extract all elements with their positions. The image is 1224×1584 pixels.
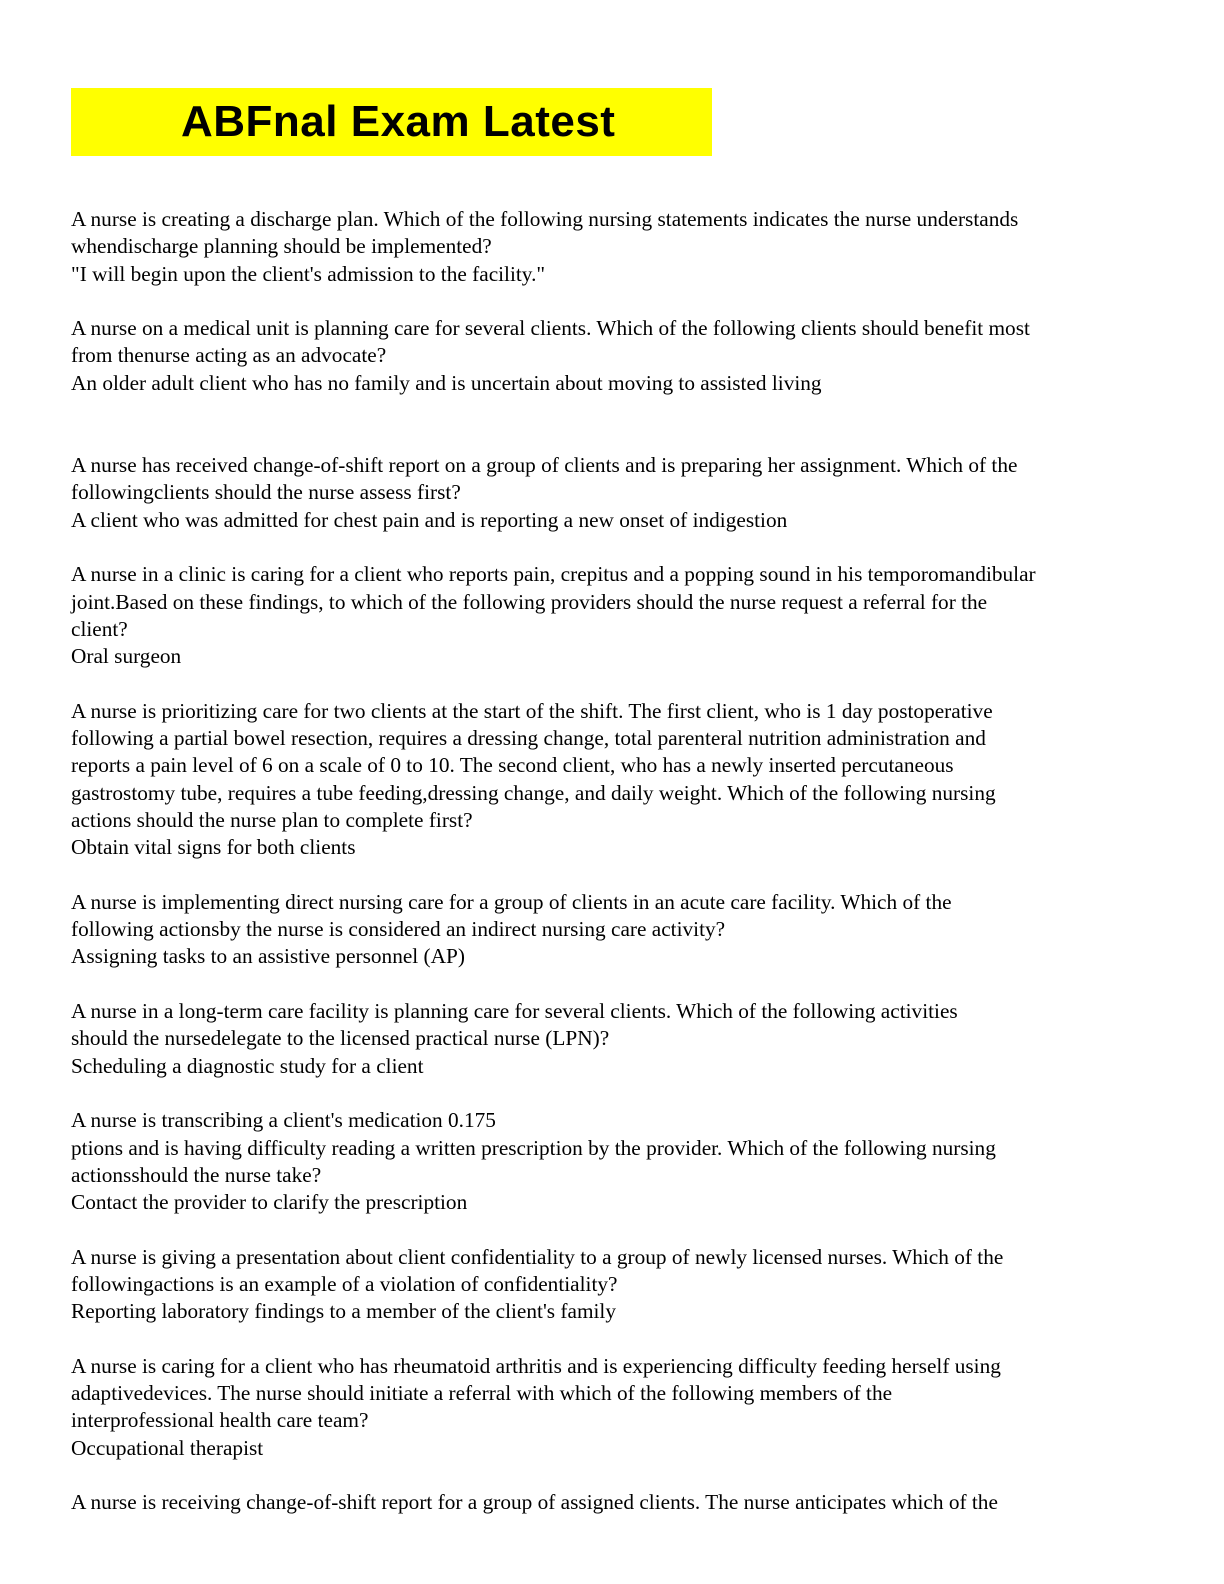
spacer (71, 534, 1156, 561)
answer-text: A client who was admitted for chest pain and is reporting a new onset of indigestion (71, 507, 788, 532)
question-text-line: followingclients should the nurse assess first? (71, 480, 461, 505)
spacer (71, 1080, 1156, 1107)
question-block (71, 1244, 1156, 1326)
question-block (71, 1353, 1156, 1462)
question-block (71, 1107, 1156, 1216)
document-body (71, 206, 1156, 1517)
question-text-line: should the nursedelegate to the licensed practical nurse (LPN)? (71, 1026, 610, 1051)
spacer (71, 862, 1156, 889)
question-text-line: reports a pain level of 6 on a scale of 0 to 10. The second client, who has a newly inserted percutaneous (71, 753, 954, 778)
question-text-line: actions should the nurse plan to complete first? (71, 807, 473, 832)
spacer (71, 1216, 1156, 1243)
answer-text: Oral surgeon (71, 644, 182, 669)
question-block (71, 889, 1156, 971)
answer-text: Occupational therapist (71, 1435, 264, 1460)
question-text-line: A nurse has received change-of-shift report on a group of clients and is preparing her assignment. Which of the (71, 453, 1018, 478)
answer-text: Assigning tasks to an assistive personnel (AP) (71, 944, 465, 969)
question-text-line: A nurse in a clinic is caring for a client who reports pain, crepitus and a popping sound in his temporomandibular (71, 562, 1036, 587)
question-text-line: gastrostomy tube, requires a tube feeding,dressing change, and daily weight. Which of the following nursing (71, 780, 996, 805)
question-text-line: ptions and is having difficulty reading a written prescription by the provider. Which of the following nursing (71, 1135, 996, 1160)
question-block (71, 998, 1156, 1080)
spacer (71, 1462, 1156, 1489)
answer-text: "I will begin upon the client's admission to the facility." (71, 261, 546, 286)
question-text-line: A nurse is caring for a client who has rheumatoid arthritis and is experiencing difficulty feeding herself using (71, 1353, 1001, 1378)
question-text-line: A nurse is giving a presentation about client confidentiality to a group of newly licensed nurses. Which of the (71, 1244, 1004, 1269)
spacer (71, 397, 1156, 452)
question-text-line: followingactions is an example of a violation of confidentiality? (71, 1271, 618, 1296)
title-highlight (71, 88, 712, 156)
spacer (71, 971, 1156, 998)
question-text-line: following actionsby the nurse is considered an indirect nursing care activity? (71, 917, 726, 942)
answer-text: Contact the provider to clarify the prescription (71, 1190, 468, 1215)
question-text-line: A nurse is implementing direct nursing care for a group of clients in an acute care facility. Which of the (71, 889, 952, 914)
question-block (71, 452, 1156, 534)
question-text-line: joint.Based on these findings, to which of the following providers should the nurse request a referral for the (71, 589, 988, 614)
question-text-line: from thenurse acting as an advocate? (71, 343, 387, 368)
answer-text: An older adult client who has no family and is uncertain about moving to assisted living (71, 370, 822, 395)
question-block (71, 698, 1156, 862)
answer-text: Obtain vital signs for both clients (71, 835, 356, 860)
question-block (71, 561, 1156, 670)
question-text-line: adaptivedevices. The nurse should initiate a referral with which of the following members of the (71, 1381, 893, 1406)
question-text-line: actionsshould the nurse take? (71, 1162, 322, 1187)
answer-text: Reporting laboratory findings to a member of the client's family (71, 1299, 616, 1324)
document-title: ABFnal Exam Latest (181, 97, 616, 146)
question-block (71, 1489, 1156, 1516)
question-text-line: A nurse in a long-term care facility is planning care for several clients. Which of the following activities (71, 999, 958, 1024)
spacer (71, 1326, 1156, 1353)
question-text-line: A nurse is creating a discharge plan. Which of the following nursing statements indicates the nurse understands (71, 207, 1019, 231)
answer-text: Scheduling a diagnostic study for a client (71, 1053, 424, 1078)
spacer (71, 670, 1156, 697)
spacer (71, 288, 1156, 315)
question-text-line: interprofessional health care team? (71, 1408, 369, 1433)
question-block (71, 315, 1156, 397)
question-text-line: A nurse is transcribing a client's medication 0.175 (71, 1108, 496, 1133)
question-text-line: A nurse on a medical unit is planning care for several clients. Which of the following clients should benefit most (71, 316, 1030, 341)
question-text-line: whendischarge planning should be implemented? (71, 234, 492, 259)
question-text-line: A nurse is prioritizing care for two clients at the start of the shift. The first client, who is 1 day postoperative (71, 698, 993, 723)
question-block (71, 206, 1156, 288)
question-text-line: A nurse is receiving change-of-shift report for a group of assigned clients. The nurse anticipates which of the (71, 1490, 998, 1515)
question-text-line: following a partial bowel resection, requires a dressing change, total parenteral nutrition administration and (71, 726, 986, 751)
question-text-line: client? (71, 616, 128, 641)
